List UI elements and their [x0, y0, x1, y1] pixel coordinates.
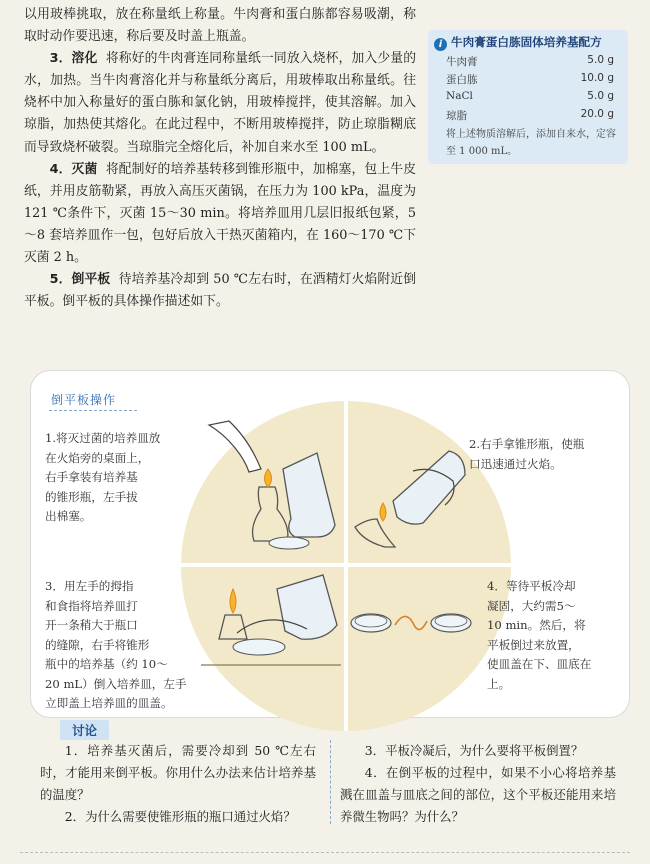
- figure-title: 倒平板操作: [51, 393, 117, 407]
- figure-divider-horizontal: [181, 563, 511, 567]
- paragraph-pour-plate: [24, 269, 416, 313]
- step-4-text: 4．等待平板冷却 凝固，大约需5～ 10 min。然后，将 平板倒过来放置， 使皿盖在下、皿底在 上。: [487, 579, 592, 691]
- recipe-row: NaCl 5.0 g: [446, 90, 614, 102]
- hand-icon: [209, 421, 261, 472]
- heading-pour-plate: 5．倒平板: [49, 272, 111, 288]
- discussion-left-column: [40, 740, 316, 828]
- recipe-row: 琼脂 20.0 g: [446, 108, 614, 122]
- petri-dish-icon: [351, 614, 391, 632]
- paragraph-dissolve: [24, 48, 416, 158]
- recipe-note: 将上述物质溶解后，添加自来水，定容至 1 000 mL。: [446, 129, 616, 157]
- body-sterilize: 将配制好的培养基转移到锥形瓶中，加棉塞，包上牛皮纸，并用皮筋勒紧，再放入高压灭菌锅，在压力为 100 kPa，温度为 121 ℃条件下，灭菌 15～30 min。将培养皿用几层旧报纸包紧，5～8 套培养皿作一包，包好后放入干热灭菌箱内，在 160～170 ℃下灭菌 2 h。: [24, 161, 417, 266]
- conical-flask-icon: [283, 453, 335, 537]
- discussion-question: 1．培养基灭菌后，需要冷却到 50 ℃左右时，才能用来倒平板。你用什么办法来估计培养基的温度？: [40, 743, 316, 802]
- main-text: [24, 4, 416, 313]
- discussion-divider: [330, 740, 331, 824]
- petri-dish-icon: [431, 614, 471, 632]
- step-3-text: 3．用左手的拇指 和食指将培养皿打 开一条稍大于瓶口 的缝隙，右手将锥形 瓶中的培养基（约 10～ 20 mL）倒入培养皿，左手 立即盖上培养皿的皿盖。: [45, 579, 187, 710]
- discussion-question: 2．为什么需要使锥形瓶的瓶口通过火焰？: [64, 809, 296, 824]
- info-icon: i: [434, 38, 447, 51]
- recipe-title: i 牛肉膏蛋白胨固体培养基配方: [434, 34, 630, 51]
- body-dissolve: 将称好的牛肉膏连同称量纸一同放入烧杯，加入少量的水，加热。当牛肉膏溶化并与称量纸分离后，用玻棒取出称量纸。往烧杯中加入称量好的蛋白胨和氯化钠，用玻棒搅拌，使其溶解。加入琼脂，加热使其熔化。在此过程中，不断用玻棒搅拌，防止琼脂糊底而导致烧杯破裂。当琼脂完全熔化后，补加自来水至 100 mL。: [24, 51, 417, 155]
- alcohol-lamp-icon: [253, 487, 288, 541]
- discussion-question: 3．平板冷凝后，为什么要将平板倒置？: [364, 743, 584, 758]
- heading-dissolve: 3．溶化: [49, 51, 98, 67]
- procedure-figure: [30, 370, 630, 718]
- step-3-illustration: [197, 569, 343, 675]
- step-2-illustration: [353, 431, 473, 555]
- petri-dish-icon: [233, 639, 285, 655]
- petri-dish-icon: [269, 537, 309, 549]
- discussion-right-column: [340, 740, 616, 828]
- recipe-row: 牛肉膏 5.0 g: [446, 54, 614, 68]
- flame-icon: [380, 503, 386, 521]
- discussion-question: 4．在倒平板的过程中，如果不小心将培养基溅在皿盖与皿底之间的部位，这个平板还能用来培养微生物吗？为什么？: [340, 765, 616, 824]
- step-2-text: 2.右手拿锥形瓶，使瓶 口迅速通过火焰。: [469, 437, 585, 471]
- paragraph-sterilize: [24, 159, 416, 269]
- paragraph-continued: 以用玻棒挑取，放在称量纸上称量。牛肉膏和蛋白胨都容易吸潮，称取时动作要迅速，称后要及时盖上瓶盖。: [24, 7, 416, 45]
- alcohol-lamp-icon: [219, 615, 247, 639]
- step-1-illustration: [199, 417, 339, 557]
- step-1-text: 1.将灭过菌的培养皿放 在火焰旁的桌面上， 右手拿装有培养基 的锥形瓶，左手拔 出棉塞。: [45, 431, 161, 523]
- conical-flask-icon: [277, 575, 337, 639]
- recipe-row: 蛋白胨 10.0 g: [446, 72, 614, 86]
- flip-arrow-icon: [395, 616, 427, 629]
- flame-icon: [230, 589, 236, 613]
- step-4-illustration: [349, 603, 477, 643]
- body-pour-plate: 待培养基冷却到 50 ℃左右时，在酒精灯火焰附近倒平板。倒平板的具体操作描述如下。: [24, 272, 417, 310]
- heading-sterilize: 4．灭菌: [49, 161, 98, 177]
- flame-icon: [265, 469, 272, 487]
- figure-title-underline: [49, 409, 137, 411]
- discussion-label: 讨论: [60, 720, 109, 740]
- bottom-rule: [20, 852, 630, 853]
- alcohol-lamp-icon: [355, 519, 395, 547]
- recipe-box: [428, 30, 628, 164]
